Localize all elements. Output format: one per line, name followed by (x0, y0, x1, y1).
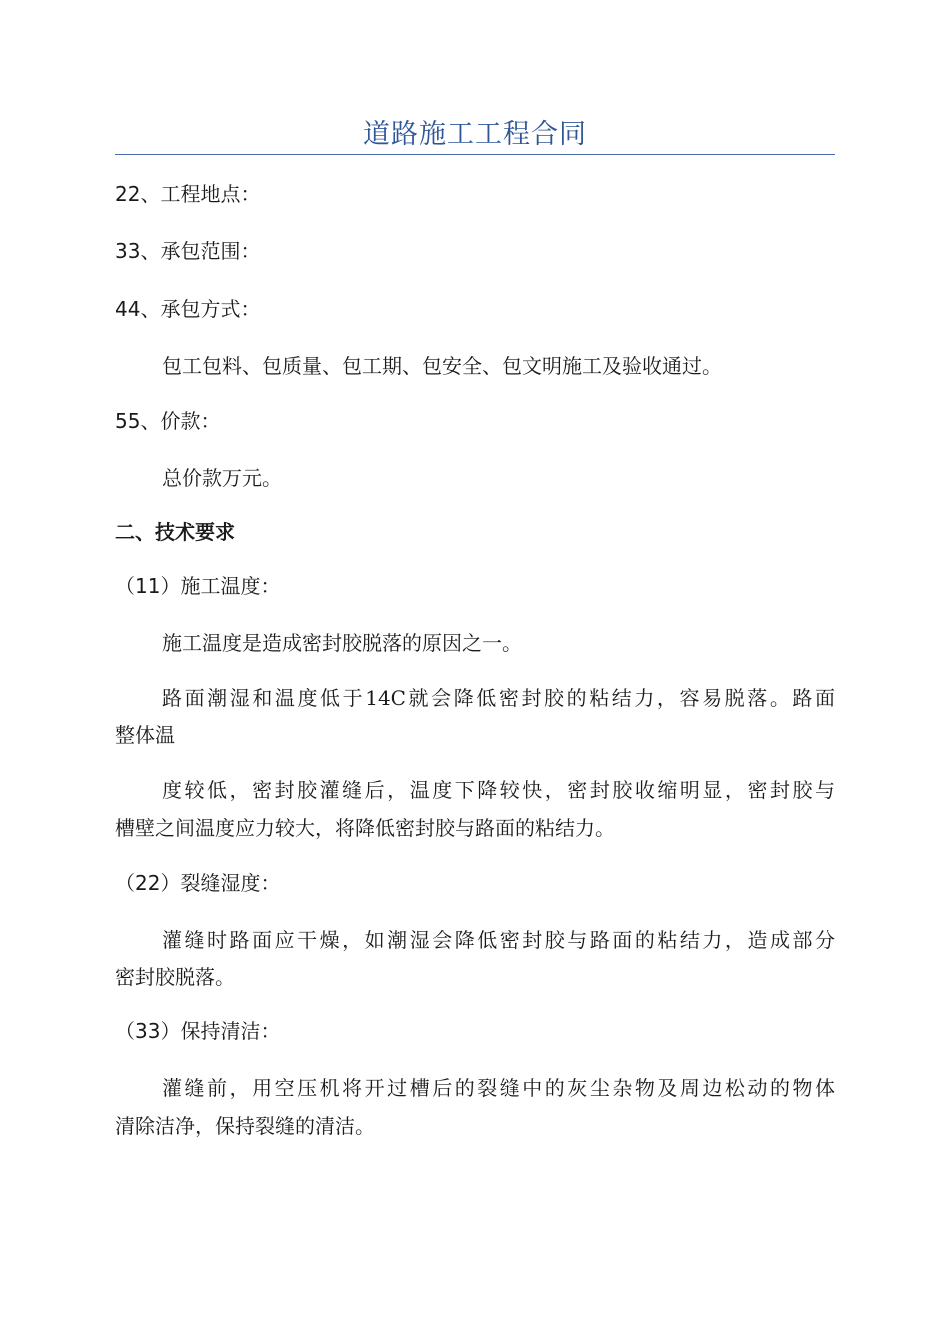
item-label: 承包方式： (160, 297, 261, 321)
item-project-location (115, 180, 835, 208)
item-label: 承包范围： (160, 239, 261, 263)
item-price (115, 407, 835, 435)
paragraph-humidity-line2: 整体温 (115, 723, 175, 747)
section-heading-technical: 二、技术要求 (115, 520, 235, 544)
paragraph-cleaning-line1: 灌缝前，用空压机将开过槽后的裂缝中的灰尘杂物及周边松动的物体 (162, 1076, 835, 1100)
paragraph-humidity-line1: 路面潮湿和温度低于14C就会降低密封胶的粘结力，容易脱落。路面 (162, 686, 835, 710)
title-underline (115, 154, 835, 155)
paren-open: （ (115, 574, 135, 598)
subsection-number: 33 (135, 1019, 161, 1043)
paren-open: （ (115, 871, 135, 895)
paragraph-low-temp-line2: 槽壁之间温度应力较大，将降低密封胶与路面的粘结力。 (115, 816, 615, 840)
item-separator: 、 (140, 239, 161, 263)
item-contract-method (115, 295, 835, 323)
paragraph-low-temp-line1: 度较低，密封胶灌缝后，温度下降较快，密封胶收缩明显，密封胶与 (162, 778, 835, 802)
paren-open: （ (115, 1019, 135, 1043)
subsection-construction-temperature (115, 572, 835, 600)
paren-close: ） (160, 871, 181, 895)
price-detail: 总价款万元。 (162, 466, 282, 490)
item-number: 22 (115, 182, 141, 206)
paren-close: ） (160, 574, 181, 598)
item-separator: 、 (140, 297, 161, 321)
paren-close: ） (160, 1019, 181, 1043)
item-separator: 、 (140, 182, 161, 206)
item-number: 55 (115, 409, 141, 433)
item-contract-scope (115, 237, 835, 265)
subsection-label: 保持清洁： (180, 1019, 281, 1043)
subsection-label: 施工温度： (180, 574, 281, 598)
subsection-number: 11 (135, 574, 161, 598)
paragraph-temperature-cause: 施工温度是造成密封胶脱落的原因之一。 (162, 631, 522, 655)
contract-method-detail: 包工包料、包质量、包工期、包安全、包文明施工及验收通过。 (162, 354, 722, 378)
item-number: 33 (115, 239, 141, 263)
subsection-label: 裂缝湿度： (180, 871, 281, 895)
subsection-keep-clean (115, 1017, 835, 1045)
subsection-number: 22 (135, 871, 161, 895)
subsection-crack-humidity (115, 869, 835, 897)
paragraph-cleaning-line2: 清除洁净，保持裂缝的清洁。 (115, 1114, 375, 1138)
item-label: 工程地点： (160, 182, 261, 206)
paragraph-dry-surface-line1: 灌缝时路面应干燥，如潮湿会降低密封胶与路面的粘结力，造成部分 (162, 928, 835, 952)
item-separator: 、 (140, 409, 161, 433)
item-label: 价款： (160, 409, 221, 433)
item-number: 44 (115, 297, 141, 321)
paragraph-dry-surface-line2: 密封胶脱落。 (115, 965, 235, 989)
document-title: 道路施工工程合同 (363, 119, 587, 150)
